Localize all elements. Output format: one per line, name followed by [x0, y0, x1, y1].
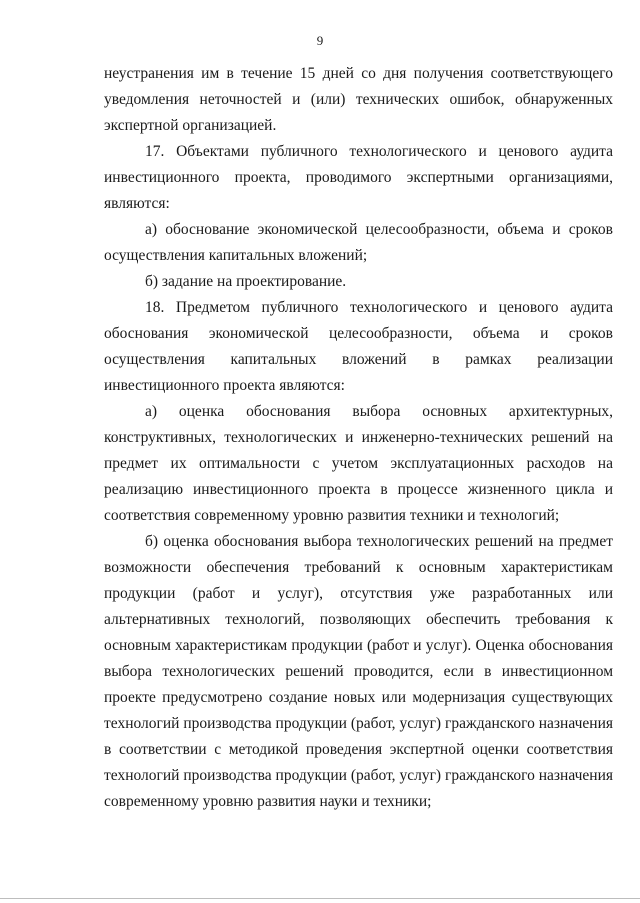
paragraph-clause-17-a: а) обоснование экономической целесообразности, объема и сроков осуществления капитальных вложений; — [104, 221, 613, 264]
page-bottom-edge — [0, 898, 640, 899]
paragraph-continuation: неустранения им в течение 15 дней со дня получения соответствующего уведомления неточностей и (или) технических ошибок, обнаруженных экспертной организацией. — [104, 65, 613, 134]
paragraph-clause-17-b: б) задание на проектирование. — [145, 273, 347, 290]
paragraph-clause-18-a: а) оценка обоснования выбора основных архитектурных, конструктивных, технологических и инженерно-технических решений на предмет их оптимальности с учетом эксплуатационных расходов на реализацию инвестиционного проекта в процессе жизненного цикла и соответствия современному уровню развития техники и технологий; — [104, 403, 613, 524]
paragraph-clause-18: 18. Предметом публичного технологического и ценового аудита обоснования экономической целесообразности, объема и сроков осуществления капитальных вложений в рамках реализации инвестиционного проекта являются: — [104, 299, 613, 394]
page-number: 9 — [316, 33, 324, 48]
document-body — [104, 61, 613, 815]
paragraph-clause-18-b: б) оценка обоснования выбора технологических решений на предмет возможности обеспечения требований к основным характеристикам продукции (работ и услуг), отсутствия уже разработанных или альтернативных технологий, позволяющих обеспечить требования к основным характеристикам продукции (работ и услуг). Оценка обоснования выбора технологических решений проводится, если в инвестиционном проекте предусмотрено создание новых или модернизация существующих технологий производства продукции (работ, услуг) гражданского назначения в соответствии с методикой проведения экспертной оценки соответствия технологий производства продукции (работ, услуг) гражданского назначения современному уровню развития науки и техники; — [104, 533, 613, 810]
paragraph-clause-17: 17. Объектами публичного технологического и ценового аудита инвестиционного проекта, проводимого экспертными организациями, являются: — [104, 143, 613, 212]
